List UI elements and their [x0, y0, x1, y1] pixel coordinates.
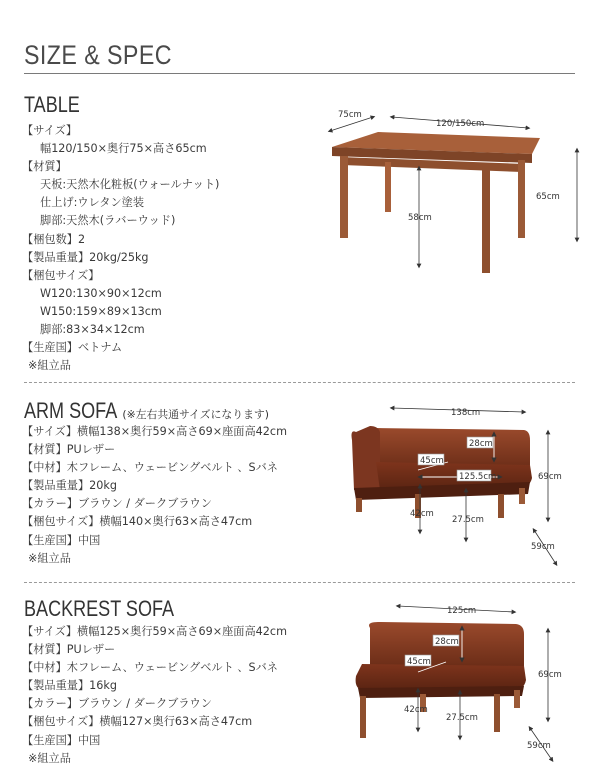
table-leg-height-dim: 58cm [408, 213, 432, 223]
sofa-leg [360, 696, 366, 738]
arm-sofa-arm-dim: 45cm [420, 456, 444, 466]
spec-line: W150:159×89×13cm [40, 304, 162, 318]
spec-line: 【生産国】中国 [22, 733, 101, 747]
spec-line: 【サイズ】横幅125×奥行59×高さ69×座面高42cm [22, 625, 287, 638]
spec-line: 【生産国】ベトナム [22, 341, 123, 355]
arm-sofa-note: (※左右共通サイズになります) [122, 408, 269, 421]
arm-sofa-depth-dim: 59cm [531, 542, 555, 552]
backrest-sofa-section-title: BACKREST SOFA [24, 596, 175, 621]
spec-line: ※組立品 [28, 751, 71, 765]
backrest-sofa-width-dim: 125cm [447, 606, 477, 616]
spec-line: 【梱包サイズ】横幅140×奥行63×高さ47cm [22, 515, 253, 529]
backrest-sofa-seat-dim: 45cm [407, 657, 431, 667]
arm-sofa-title: ARM SOFA [24, 398, 118, 423]
backrest-sofa-depth-dim: 59cm [527, 741, 551, 751]
spec-line: 【生産国】中国 [22, 533, 101, 547]
table-width-dim: 120/150cm [436, 119, 485, 129]
table-depth-dim: 75cm [338, 110, 362, 120]
arm-sofa-back-dim: 28cm [469, 439, 493, 449]
spec-line: 【サイズ】横幅138×奥行59×高さ69×座面高42cm [22, 425, 287, 438]
spec-line: 【梱包サイズ】横幅127×奥行63×高さ47cm [22, 715, 253, 729]
arm-sofa-seat-height-dim: 42cm [410, 509, 434, 519]
backrest-sofa-seat-height-dim: 42cm [404, 705, 428, 715]
arm-sofa-width-dim: 138cm [451, 408, 481, 418]
spec-line: 脚部:83×34×12cm [40, 323, 145, 337]
spec-line: 【材質】PUレザー [22, 643, 116, 657]
spec-line: 脚部:天然木(ラバーウッド) [40, 214, 176, 228]
spec-line: ※組立品 [28, 551, 71, 565]
spec-line: 【中材】木フレーム、ウェービングベルト 、Sバネ [22, 461, 278, 475]
arm-sofa-height-dim: 69cm [538, 472, 562, 482]
spec-line: 【梱包サイズ】 [22, 268, 100, 282]
sofa-seat [356, 664, 526, 690]
spec-line: 【材質】PUレザー [22, 443, 116, 457]
table-height-dim: 65cm [536, 192, 560, 202]
spec-line: 【カラー】ブラウン / ダークブラウン [22, 497, 212, 511]
spec-line: 【カラー】ブラウン / ダークブラウン [22, 697, 212, 711]
table-section-title: TABLE [24, 92, 80, 117]
spec-line: 【製品重量】20kg/25kg [22, 250, 149, 264]
spec-line: 【材質】 [22, 160, 67, 174]
sofa-leg [514, 690, 520, 708]
spec-line: 仕上げ:ウレタン塗装 [40, 196, 145, 210]
spec-line: 【サイズ】 [22, 124, 78, 137]
backrest-sofa-seat-depth-dim: 27.5cm [446, 713, 478, 723]
arm-sofa-seat-width-dim: 125.5cm [459, 472, 497, 482]
spec-line: 【中材】木フレーム、ウェービングベルト 、Sバネ [22, 661, 278, 675]
sofa-leg [494, 694, 500, 732]
page-title: SIZE & SPEC [24, 40, 172, 70]
backrest-sofa-back-dim: 28cm [435, 637, 459, 647]
spec-line: 【梱包数】2 [22, 232, 86, 246]
spec-line: W120:130×90×12cm [40, 286, 162, 300]
spec-line: 天板:天然木化粧板(ウォールナット) [40, 178, 220, 192]
spec-line: 幅120/150×奥行75×高さ65cm [40, 142, 207, 156]
arm-sofa-seat-depth-dim: 27.5cm [452, 515, 484, 525]
spec-line: ※組立品 [28, 359, 71, 373]
backrest-sofa-height-dim: 69cm [538, 670, 562, 680]
spec-line: 【製品重量】20kg [22, 479, 117, 493]
spec-line: 【製品重量】16kg [22, 679, 117, 693]
